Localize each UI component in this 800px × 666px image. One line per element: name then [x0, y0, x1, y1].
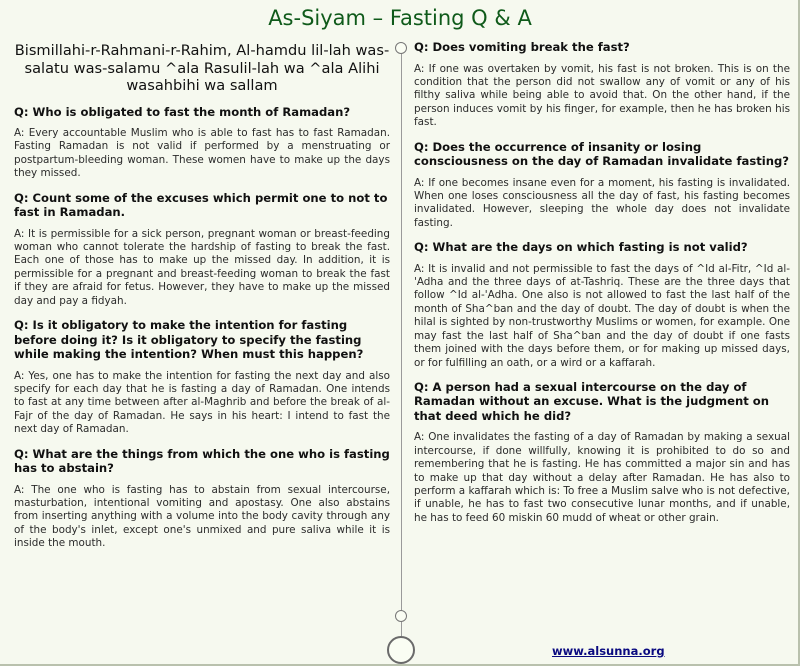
question: Q: Is it obligatory to make the intention for fasting before doing it? Is it obligatory to specify the fasting while making the intention? When must this happen?	[14, 318, 364, 362]
answer: A: One invalidates the fasting of a day of Ramadan by making a sexual intercourse, if done willfully, knowing it is prohibited to do so and remembering that he is fasting. He has committed a major sin and has to make up that day without a delay after Ramadan. He has also to perform a kaffarah which is: To free a Muslim salve who is not defective, if unable, he has to fast two consecutive lunar months, and if unable, he has to feed 60 miskin 60 mudd of wheat or other grain.	[414, 431, 790, 524]
answer: A: Yes, one has to make the intention for fasting the next day and also specify for each day that he is fasting a day of Ramadan. One intends to fast at any time between after al-Maghrib and before the break of al-Fajr of the day of Ramadan. He says in his heart: I intend to fast the next day of Ramadan.	[14, 369, 390, 436]
ring-top-icon	[395, 42, 407, 54]
question: Q: Count some of the excuses which permit one to not to fast in Ramadan.	[14, 190, 388, 220]
question: Q: A person had a sexual intercourse on the day of Ramadan without an excuse. What is the judgment on that deed which he did?	[414, 379, 770, 423]
question: Q: Who is obligated to fast the month of Ramadan?	[14, 104, 351, 119]
right-column	[414, 40, 790, 535]
answer: A: If one was overtaken by vomit, his fast is not broken. This is on the condition that the person did not swallow any of vomit or any of his filthy saliva while being able to avoid that. On the other hand, if the person induces vomit by his finger, for example, then he has broken his fast.	[414, 62, 790, 129]
question: Q: Does the occurrence of insanity or losing consciousness on the day of Ramadan invalidate fasting?	[414, 139, 790, 169]
answer: A: Every accountable Muslim who is able to fast has to fast Ramadan. Fasting Ramadan is not valid if performed by a menstruating or postpartum-bleeding woman. These women have to make up the days they missed.	[14, 127, 390, 180]
notebook-spine	[401, 48, 402, 646]
left-column	[14, 40, 390, 561]
basmala: Bismillahi-r-Rahmani-r-Rahim, Al-hamdu lil-lah was-salatu was-salamu ^ala Rasulil-lah wa ^ala Alihi wasahbihi wa sallam	[14, 42, 390, 94]
answer: A: It is invalid and not permissible to fast the days of ^Id al-Fitr, ^Id al-'Adha and the three days of at-Tashriq. These are the three days that follow ^Id al-'Adha. One also is not allowed to fast the last half of the month of Sha^ban and the day of doubt. The day of doubt is when the hilal is sighted by non-trustworthy Muslims or women, for example. One may fast the last half of Sha^ban and the day of doubt if one fasts them joined with the days before them, or for making up missed days, or for fulfilling an oath, or a wird or a kaffarah.	[414, 262, 790, 369]
answer: A: The one who is fasting has to abstain from sexual intercourse, masturbation, intentional vomiting and apostasy. One also abstains from inserting anything with a volume into the body cavity through any of the body's inlet, except one's unmixed and pure saliva while it is inside the mouth.	[14, 483, 390, 550]
website-link[interactable]: www.alsunna.org	[552, 644, 665, 658]
page-title: As-Siyam – Fasting Q & A	[268, 6, 532, 30]
answer: A: If one becomes insane even for a moment, his fasting is invalidated. When one loses consciousness all the day of fast, his fasting becomes invalidated. However, sleeping the whole day does not invalidate fasting.	[414, 176, 790, 229]
question: Q: What are the days on which fasting is not valid?	[414, 240, 748, 255]
question: Q: What are the things from which the one who is fasting has to abstain?	[14, 446, 390, 476]
question: Q: Does vomiting break the fast?	[414, 40, 630, 54]
ring-large-icon	[387, 636, 415, 664]
answer: A: It is permissible for a sick person, pregnant woman or breast-feeding woman who cannot tolerate the hardship of fasting to break the fast. Each one of those has to make up the missed day. In addition, it is permissible for a pregnant and breast-feeding woman to break the fast if they are afraid for fetus. However, they have to make up the missed day and pay a fidyah.	[14, 227, 390, 307]
ring-bottom-icon	[395, 610, 407, 622]
